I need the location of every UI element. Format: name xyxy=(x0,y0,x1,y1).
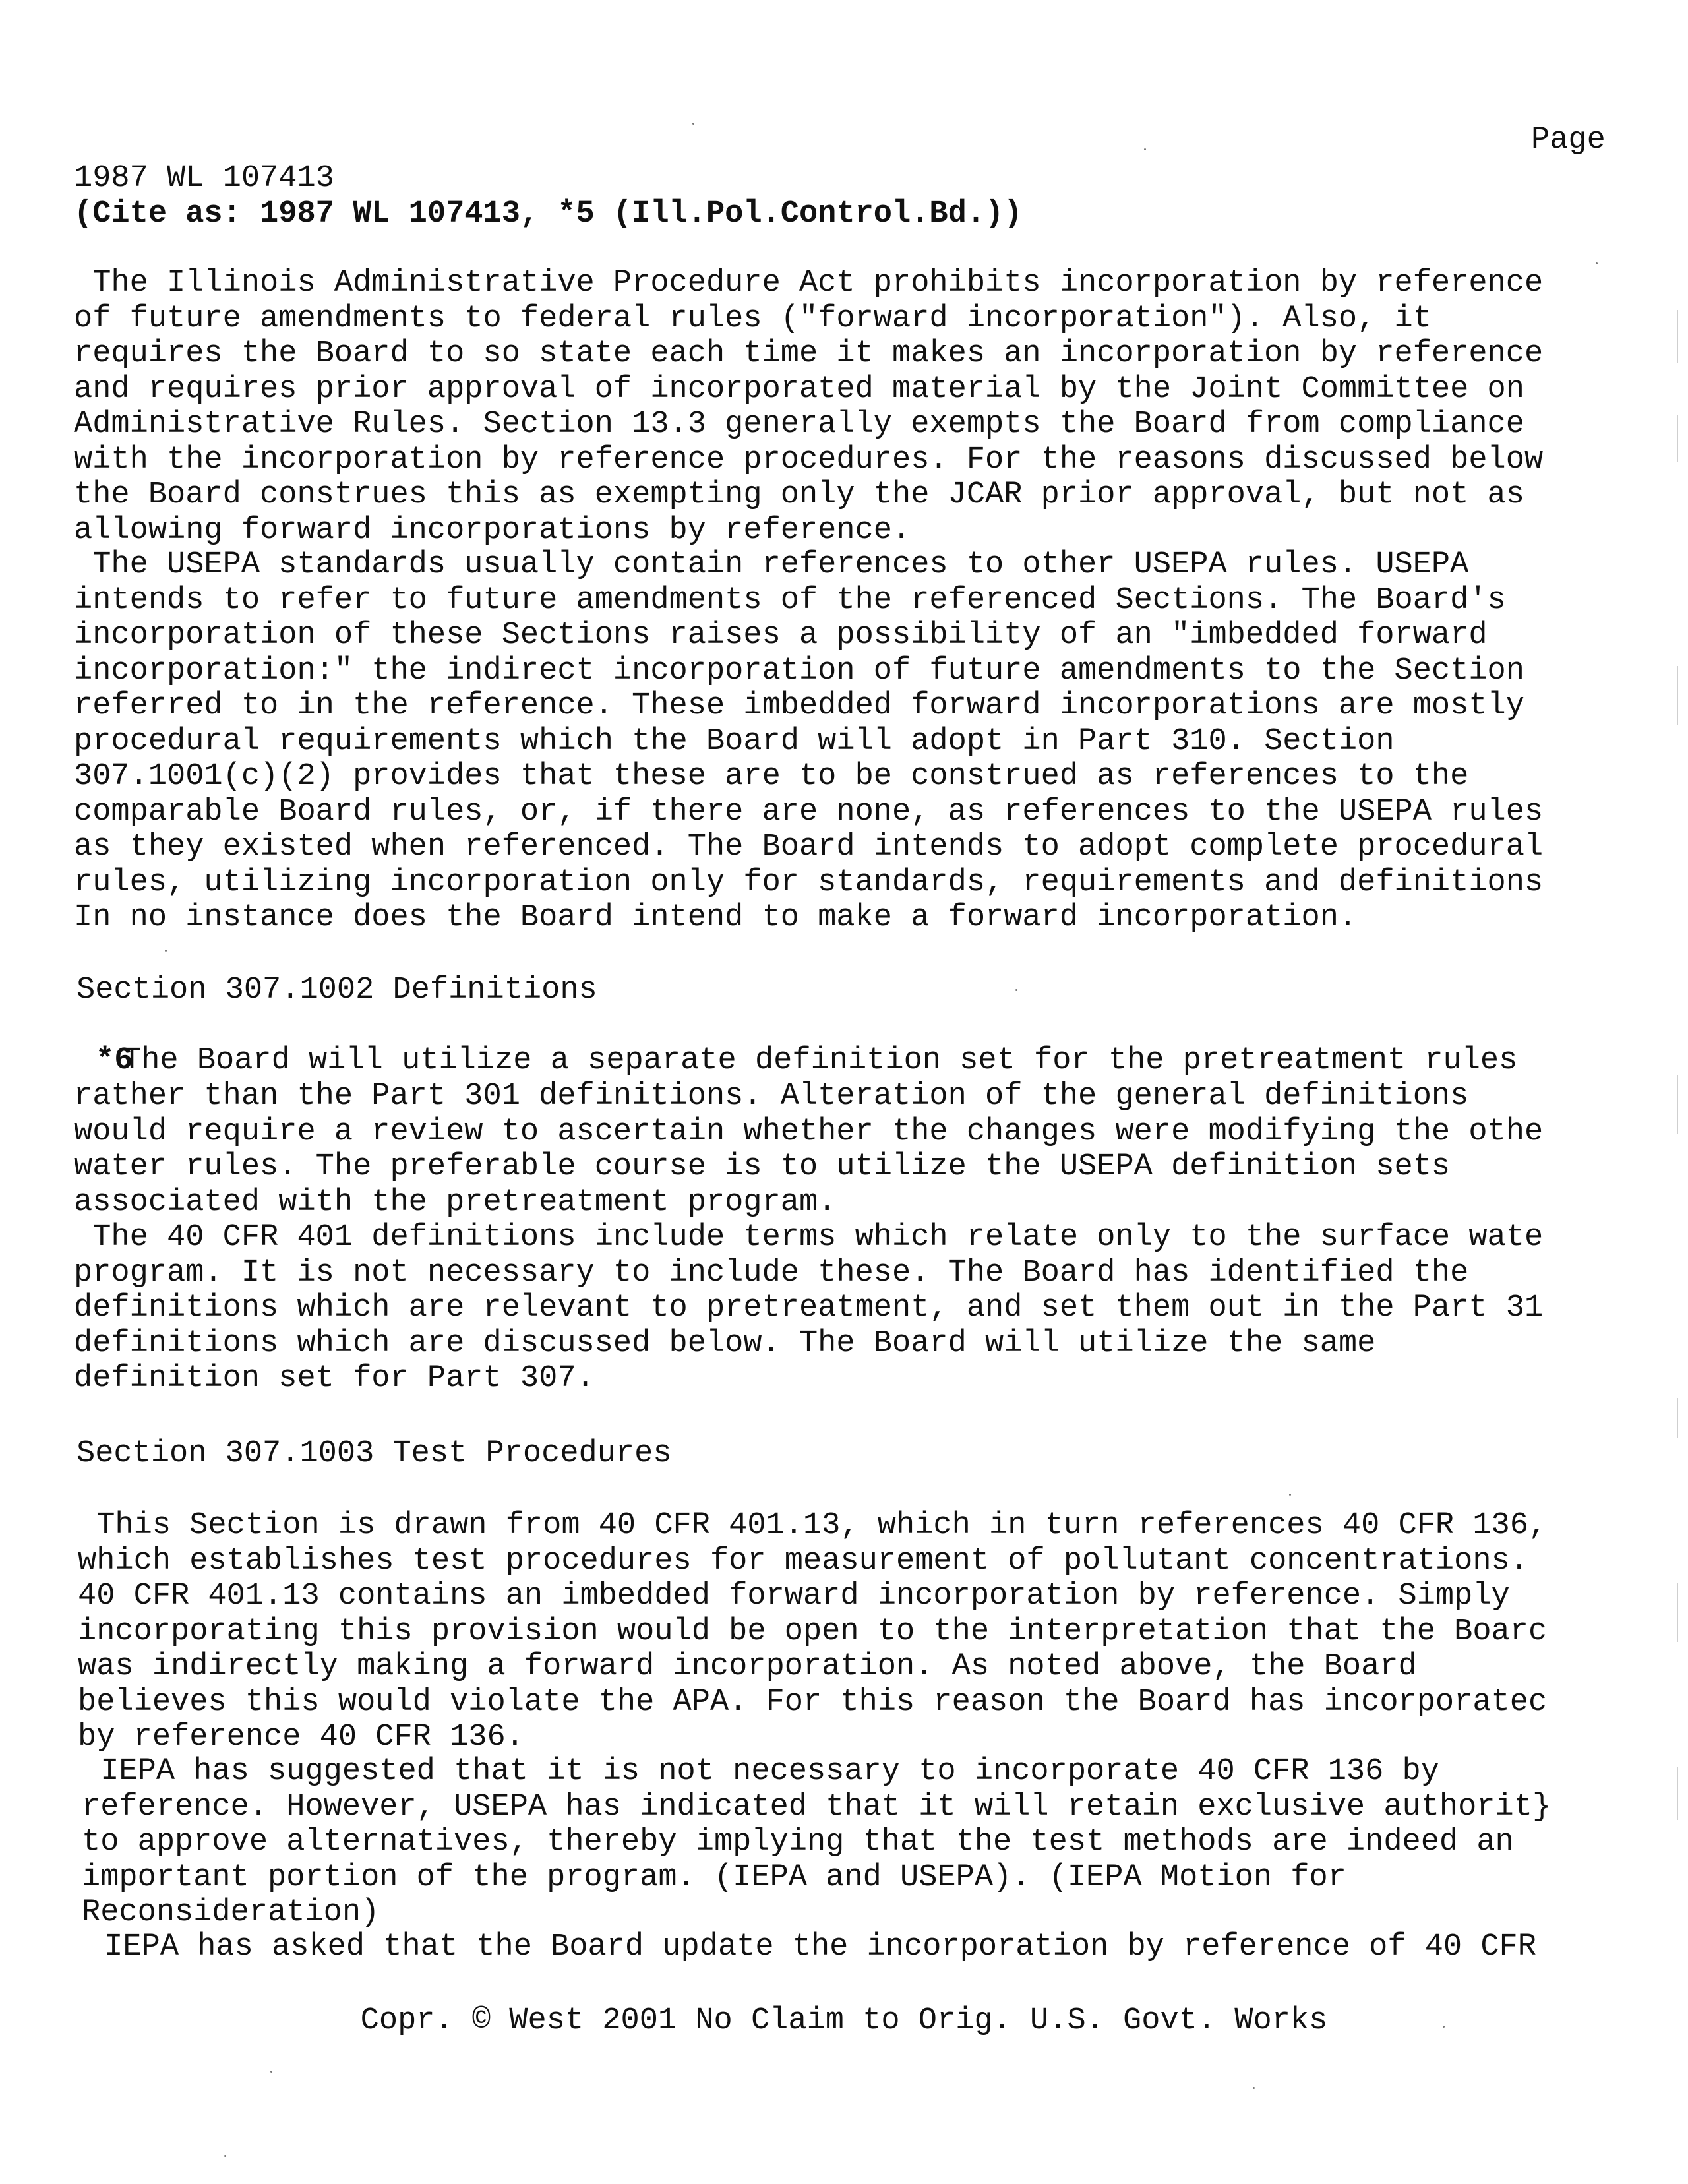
text-line: definitions which are discussed below. The Board will utilize the same xyxy=(74,1325,1376,1361)
scan-speck xyxy=(224,2155,226,2157)
text-line: of future amendments to federal rules ("forward incorporation"). Also, it xyxy=(74,301,1432,336)
scan-speck xyxy=(165,950,167,952)
text-line: reference. However, USEPA has indicated that it will retain exclusive authorit} xyxy=(82,1789,1552,1825)
scan-edge-mark xyxy=(1677,1583,1678,1642)
text-line: program. It is not necessary to include these. The Board has identified the xyxy=(74,1255,1469,1290)
page-label: Page xyxy=(1531,123,1606,158)
citation: 1987 WL 107413 xyxy=(74,161,334,196)
scan-speck xyxy=(1253,2087,1255,2089)
text-line: Reconsideration) xyxy=(82,1895,380,1930)
text-line: Administrative Rules. Section 13.3 generally exempts the Board from compliance xyxy=(74,407,1524,442)
text-line: referred to in the reference. These imbedded forward incorporations are mostly xyxy=(74,688,1524,723)
paragraph-4 xyxy=(74,1220,1543,1397)
text-line: The 40 CFR 401 definitions include terms which relate only to the surface wate xyxy=(74,1220,1544,1255)
scan-speck xyxy=(1015,989,1017,991)
text-line: The USEPA standards usually contain references to other USEPA rules. USEPA xyxy=(74,547,1469,582)
star-page-marker: *6 xyxy=(96,1043,133,1078)
scan-speck xyxy=(692,123,694,125)
scan-speck xyxy=(1596,262,1598,264)
paragraph-7 xyxy=(86,1929,1536,1965)
text-line: This Section is drawn from 40 CFR 401.13, which in turn references 40 CFR 136, xyxy=(78,1508,1548,1543)
cite-as: (Cite as: 1987 WL 107413, *5 (Ill.Pol.Control.Bd.)) xyxy=(74,197,1023,231)
scan-speck xyxy=(270,2071,272,2073)
scan-speck xyxy=(1443,2026,1445,2028)
text-line: the Board construes this as exempting only the JCAR prior approval, but not as xyxy=(74,477,1524,512)
text-line: comparable Board rules, or, if there are none, as references to the USEPA rules xyxy=(74,794,1544,830)
section-heading-1002: Section 307.1002 Definitions xyxy=(76,973,597,1008)
text-line: associated with the pretreatment program. xyxy=(74,1184,837,1220)
text-line: definitions which are relevant to pretreatment, and set them out in the Part 31 xyxy=(74,1290,1544,1325)
text-line: The Illinois Administrative Procedure Act prohibits incorporation by reference xyxy=(74,266,1544,301)
text-line: The Board will utilize a separate definition set for the pretreatment rules xyxy=(123,1043,1518,1078)
text-line: procedural requirements which the Board will adopt in Part 310. Section xyxy=(74,723,1395,759)
paragraph-3 xyxy=(74,1079,1543,1220)
paragraph-6 xyxy=(82,1754,1551,1931)
text-line: incorporation of these Sections raises a possibility of an "imbedded forward xyxy=(74,618,1488,653)
text-line: rather than the Part 301 definitions. Alteration of the general definitions xyxy=(74,1079,1469,1114)
text-line: definition set for Part 307. xyxy=(74,1361,595,1396)
text-line: to approve alternatives, thereby implying that the test methods are indeed an xyxy=(82,1825,1514,1860)
scan-edge-mark xyxy=(1677,666,1678,725)
text-line: requires the Board to so state each time it makes an incorporation by reference xyxy=(74,336,1544,371)
text-line: In no instance does the Board intend to make a forward incorporation. xyxy=(74,900,1358,935)
text-line: 307.1001(c)(2) provides that these are to be construed as references to the xyxy=(74,759,1469,794)
text-line: believes this would violate the APA. For this reason the Board has incorporatec xyxy=(78,1684,1548,1720)
text-line: allowing forward incorporations by reference. xyxy=(74,512,911,548)
scan-speck xyxy=(1144,148,1146,150)
copyright-footer: Copr. © West 2001 No Claim to Orig. U.S. Govt. Works xyxy=(360,2003,1328,2038)
text-line: incorporating this provision would be open to the interpretation that the Boarc xyxy=(78,1614,1548,1649)
text-line: water rules. The preferable course is to utilize the USEPA definition sets xyxy=(74,1149,1451,1184)
text-line: important portion of the program. (IEPA and USEPA). (IEPA Motion for xyxy=(82,1860,1346,1895)
scan-speck xyxy=(1289,1494,1291,1496)
paragraph-1 xyxy=(74,266,1543,548)
paragraph-3-first xyxy=(123,1043,1517,1079)
text-line: incorporation:" the indirect incorporation of future amendments to the Section xyxy=(74,653,1524,688)
text-line: as they existed when referenced. The Board intends to adopt complete procedural xyxy=(74,830,1544,864)
text-line: would require a review to ascertain whether the changes were modifying the othe xyxy=(74,1114,1544,1149)
scan-edge-mark xyxy=(1677,310,1678,363)
text-line: 40 CFR 401.13 contains an imbedded forward incorporation by reference. Simply xyxy=(78,1579,1510,1614)
text-line: IEPA has suggested that it is not necessary to incorporate 40 CFR 136 by xyxy=(82,1754,1439,1789)
text-line: with the incorporation by reference procedures. For the reasons discussed below xyxy=(74,442,1544,477)
text-line: IEPA has asked that the Board update the incorporation by reference of 40 CFR xyxy=(86,1929,1536,1964)
scan-edge-mark xyxy=(1677,415,1678,462)
scan-edge-mark xyxy=(1677,1767,1678,1820)
text-line: rules, utilizing incorporation only for standards, requirements and definitions xyxy=(74,864,1544,900)
text-line: intends to refer to future amendments of the referenced Sections. The Board's xyxy=(74,582,1506,618)
text-line: which establishes test procedures for measurement of pollutant concentrations. xyxy=(78,1543,1528,1579)
scan-edge-mark xyxy=(1677,1075,1678,1134)
text-line: by reference 40 CFR 136. xyxy=(78,1720,524,1755)
scan-edge-mark xyxy=(1677,1398,1678,1438)
paragraph-2 xyxy=(74,547,1543,936)
text-line: and requires prior approval of incorporated material by the Joint Committee on xyxy=(74,371,1524,407)
section-heading-1003: Section 307.1003 Test Procedures xyxy=(76,1436,672,1471)
text-line: was indirectly making a forward incorporation. As noted above, the Board xyxy=(78,1649,1417,1684)
paragraph-5 xyxy=(78,1508,1547,1755)
